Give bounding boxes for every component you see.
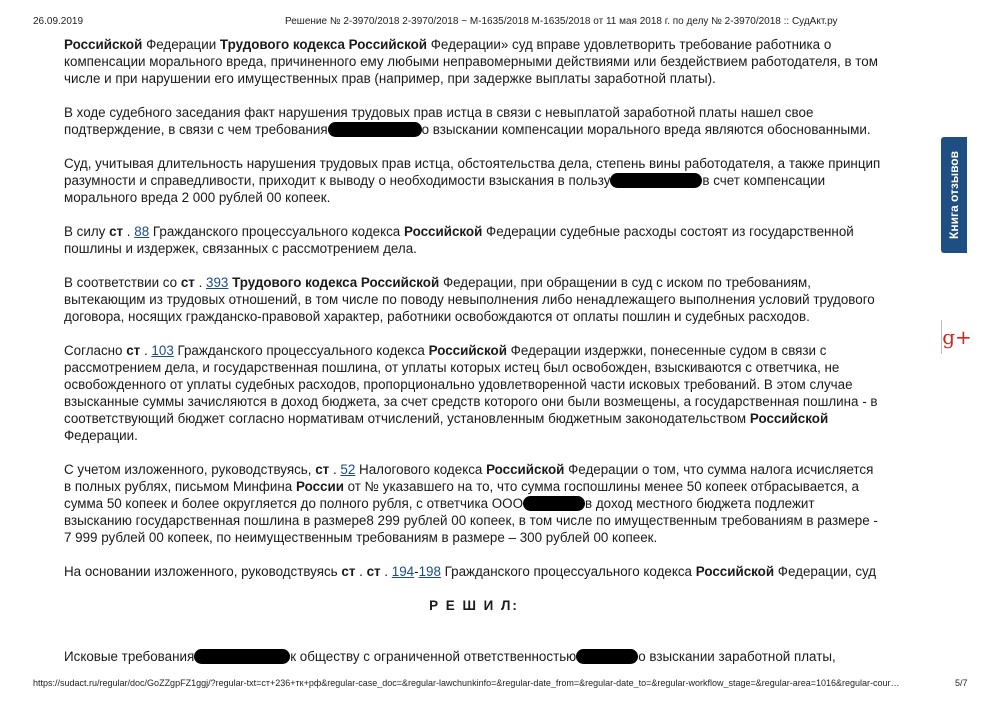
text: В соответствии со — [64, 275, 181, 290]
text: Федерации судебные расходы состоят из государственной пошлины и издержек, связанных с рассмотрением дела. — [64, 224, 854, 256]
text: к обществу с ограниченной ответственностью — [290, 649, 577, 664]
text: Гражданского процессуального кодекса — [440, 564, 696, 579]
print-date: 26.09.2019 — [33, 16, 84, 27]
redaction — [328, 122, 422, 137]
bold-text: России — [295, 479, 344, 494]
article-link[interactable]: 103 — [151, 343, 174, 358]
text: Федерации — [142, 37, 220, 52]
text: . — [194, 275, 207, 290]
text: Суд, учитывая длительность нарушения трудовых прав истца, обстоятельства дела, степень вины работодателя, а также принцип разумности и справедливости, приходит к выводу о необходимости взыскания в пользу — [64, 156, 881, 188]
redaction — [610, 173, 702, 188]
paragraph — [64, 274, 884, 325]
bold-text: Российской — [428, 343, 507, 358]
text: Налогового кодекса — [355, 462, 487, 477]
google-plus-icon: g+ — [942, 325, 972, 349]
document-body — [64, 36, 884, 682]
text: о взыскании компенсации морального вреда являются обоснованными. — [421, 122, 871, 137]
text: . — [380, 564, 392, 579]
print-url: https://sudact.ru/regular/doc/GoZZgpFZ1ggj/?regular-txt=ст+236+тк+рф&regular-case_doc=&regular-lawchunkinfo=&regular-date_from=&regular-date_to=&regular-workflow_stage=&regular-area=1016&regular-cour… — [33, 678, 900, 688]
text: Федерации, при обращении в суд с иском по требованиям, вытекающим из трудовых отношений, в том числе по поводу невыполнения либо ненадлежащего выполнения условий трудового договора, носящих гражданско-правовой характер, работники освобождаются от оплаты пошлин и судебных расходов. — [64, 275, 875, 324]
bold-text: ст — [341, 564, 356, 579]
paragraph — [64, 155, 884, 206]
text: . — [140, 343, 152, 358]
bold-text: ст — [366, 564, 381, 579]
text: от № указавшего на то, что сумма госпошлины менее 50 копеек отбрасывается, а сумма 50 копеек и более округляется до полного рубля, с ответчика ООО — [64, 479, 859, 511]
text: В силу — [64, 224, 110, 239]
reviews-book-button[interactable] — [941, 137, 967, 253]
article-link[interactable]: 88 — [134, 224, 150, 239]
bold-text: ст — [109, 224, 124, 239]
bold-text: Российской — [749, 411, 829, 426]
redaction — [194, 649, 290, 664]
text: . — [355, 564, 367, 579]
bold-text: Трудового кодекса Российской — [232, 275, 440, 290]
paragraph — [64, 223, 884, 257]
text: Федерации» суд вправе удовлетворить требование работника о компенсации морального вреда, причиненного ему любыми неправомерными действиями или бездействием работодателя, в том числе и при нарушении его имущественных прав (например, при задержке выплаты заработной платы). — [64, 37, 878, 86]
paragraph — [64, 563, 884, 580]
bold-text: Российской — [486, 462, 565, 477]
text: С учетом изложенного, руководствуясь, — [64, 462, 316, 477]
text: . — [329, 462, 341, 477]
bold-text: Российской — [695, 564, 775, 579]
text: Федерации издержки, понесенные судом в связи с рассмотрением дела, и государственная пошлина, от уплаты которых истец был освобожден, взыскиваются с ответчика, не освобожденного от уплаты судебных расходов, пропорционально удовлетворенной части исковых требований. В этом случае взысканные суммы зачисляются в доход бюджета, за счет средств которого они были возмещены, а государственная пошлина - в соответствующий бюджет согласно нормативам отчислений, установленным бюджетным законодательством — [64, 343, 878, 426]
article-link[interactable]: 194 — [391, 564, 415, 579]
paragraph — [64, 342, 884, 444]
text: Федерации о том, что сумма налога исчисляется в полных рублях, письмом Минфина — [64, 462, 874, 494]
text: Исковые требования — [64, 649, 195, 664]
text: Гражданского процессуального кодекса — [173, 343, 429, 358]
bold-text: ст — [180, 275, 195, 290]
text: . — [123, 224, 135, 239]
bold-text: Российской — [403, 224, 483, 239]
resolved-heading: Р Е Ш И Л: — [429, 598, 519, 613]
text: На основании изложенного, руководствуясь — [64, 564, 342, 579]
page-number: 5/7 — [955, 678, 968, 688]
article-link[interactable]: 198 — [418, 564, 441, 579]
bold-text: ст — [126, 343, 141, 358]
paragraph — [64, 461, 884, 546]
paragraph — [64, 36, 884, 87]
text: - — [414, 564, 419, 579]
text: в счет компенсации морального вреда 2 000 рублей 00 копеек. — [64, 173, 826, 205]
paragraph — [64, 104, 884, 138]
text: о взыскании заработной платы, — [638, 649, 836, 664]
article-link[interactable]: 393 — [206, 275, 229, 290]
text: Федерации. — [64, 428, 138, 443]
text: в доход местного бюджета подлежит взысканию государственная пошлина в размере8 299 рублей 00 копеек, в том числе по имущественным требованиям в размере - 7 999 рублей 00 копеек, по неимущественным требованиям в размере – 300 рублей 00 копеек. — [64, 496, 878, 545]
redaction — [576, 649, 638, 664]
reviews-label: Книга отзывов — [947, 150, 961, 240]
bold-text: Российской — [64, 37, 143, 52]
text: Гражданского процессуального кодекса — [149, 224, 404, 239]
text: Федерации, суд — [774, 564, 877, 579]
redaction — [523, 496, 585, 511]
bold-text: Трудового кодекса Российской — [219, 37, 428, 52]
text: Согласно — [64, 343, 127, 358]
text: В ходе судебного заседания факт нарушения трудовых прав истца в связи с невыплатой заработной платы нашел свое подтверждение, в связи с чем требования — [64, 105, 814, 137]
paragraph — [64, 648, 884, 665]
article-link[interactable]: 52 — [340, 462, 356, 477]
google-plus-button[interactable] — [941, 320, 972, 354]
bold-text: ст — [315, 462, 330, 477]
print-title: Решение № 2-3970/2018 2-3970/2018 ~ М-1635/2018 М-1635/2018 от 11 мая 2018 г. по делу № 2-3970/2018 :: СудАкт.ру — [285, 16, 838, 27]
